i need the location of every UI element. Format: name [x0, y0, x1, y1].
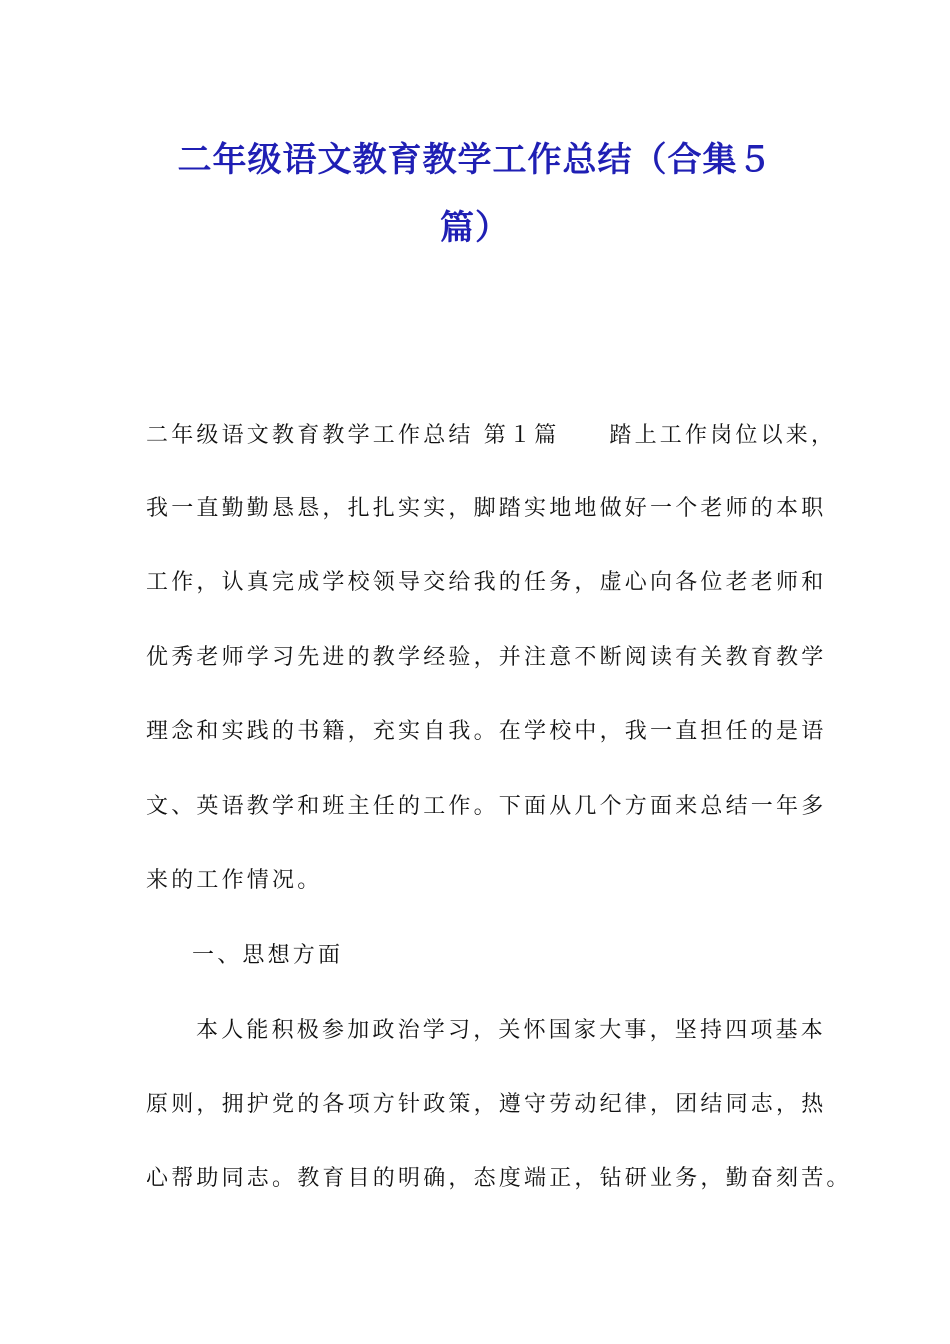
paragraph-line: 文、英语教学和班主任的工作。下面从几个方面来总结一年多: [146, 794, 827, 819]
paragraph-line: 原则，拥护党的各项方针政策，遵守劳动纪律，团结同志，热: [146, 1092, 827, 1117]
paragraph-line: 本人能积极参加政治学习，关怀国家大事，坚持四项基本: [196, 1018, 827, 1043]
section-heading: 二年级语文教育教学工作总结 第１篇: [146, 423, 560, 448]
section-subheading: 一、思想方面: [192, 943, 344, 968]
paragraph-text: 踏上工作岗位以来，: [609, 423, 837, 448]
document-title-line-2: 篇）: [440, 208, 510, 248]
paragraph-line: 工作，认真完成学校领导交给我的任务，虚心向各位老老师和: [146, 570, 827, 595]
paragraph-line: 我一直勤勤恳恳，扎扎实实，脚踏实地地做好一个老师的本职: [146, 496, 827, 521]
paragraph-line: 来的工作情况。: [146, 868, 323, 893]
paragraph-line: 理念和实践的书籍，充实自我。在学校中，我一直担任的是语: [146, 719, 827, 744]
paragraph-line: 优秀老师学习先进的教学经验，并注意不断阅读有关教育教学: [146, 645, 827, 670]
paragraph-line: 心帮助同志。教育目的明确，态度端正，钻研业务，勤奋刻苦。: [146, 1166, 852, 1191]
document-title-line-1: 二年级语文教育教学工作总结（合集５: [177, 140, 773, 180]
paragraph-line: [146, 421, 837, 451]
